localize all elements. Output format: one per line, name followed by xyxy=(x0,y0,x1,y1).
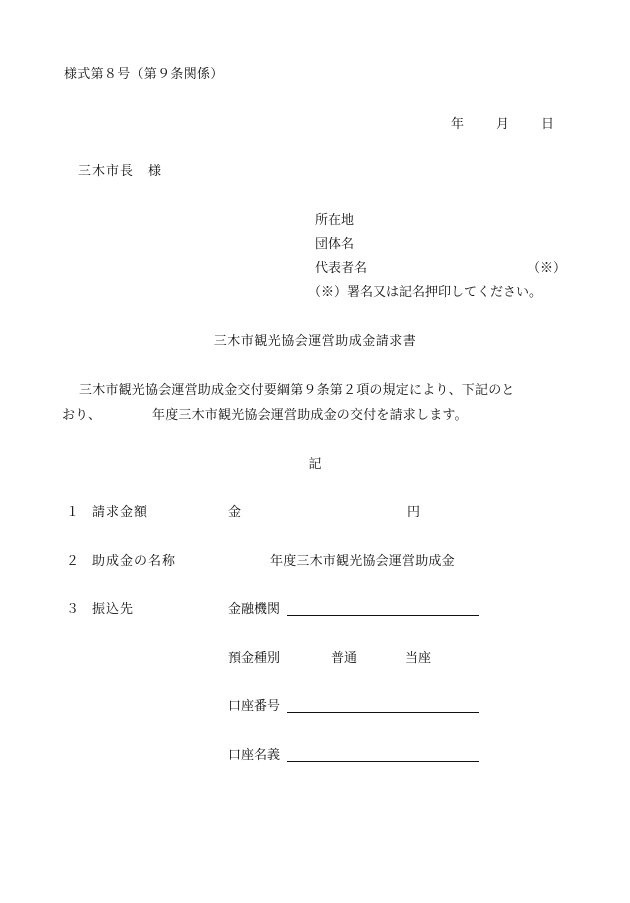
form-number: 様式第８号（第９条関係） xyxy=(64,67,224,82)
amount-suffix: 円 xyxy=(407,505,421,520)
body-text-line-2-start: おり、 xyxy=(62,408,102,423)
account-number-label: 口座番号 xyxy=(228,699,281,714)
date-day-label: 日 xyxy=(541,117,555,132)
account-name-label: 口座名義 xyxy=(228,748,281,763)
date-year-label: 年 xyxy=(451,117,465,132)
body-text-line-1: 三木市観光協会運営助成金交付要綱第９条第２項の規定により、下記のと xyxy=(79,383,515,398)
grant-name-value: 年度三木市観光協会運営助成金 xyxy=(270,554,455,569)
ki-heading: 記 xyxy=(308,457,322,472)
seal-note: （※）署名又は記名押印してください。 xyxy=(308,285,543,300)
addressee: 三木市長 様 xyxy=(78,164,163,179)
item-number-3: ３ xyxy=(66,602,80,617)
applicant-org-label: 団体名 xyxy=(315,237,355,252)
amount-prefix: 金 xyxy=(228,505,242,520)
item-label-transfer-destination: 振込先 xyxy=(92,602,135,617)
bank-institution-label: 金融機関 xyxy=(228,602,281,617)
item-label-amount: 請求金額 xyxy=(92,505,149,520)
deposit-type-ordinary: 普通 xyxy=(331,651,358,666)
account-name-underline xyxy=(287,761,479,762)
item-number-2: ２ xyxy=(66,554,80,569)
bank-institution-underline xyxy=(287,615,479,616)
account-number-underline xyxy=(287,712,479,713)
body-text-line-2-end: 年度三木市観光協会運営助成金の交付を請求します。 xyxy=(152,408,468,423)
item-label-grant-name: 助成金の名称 xyxy=(92,554,177,569)
applicant-rep-label: 代表者名 xyxy=(315,261,368,276)
applicant-address-label: 所在地 xyxy=(315,213,355,228)
date-month-label: 月 xyxy=(496,117,510,132)
document-title: 三木市観光協会運営助成金請求書 xyxy=(213,334,417,349)
item-number-1: １ xyxy=(66,505,80,520)
seal-mark: （※） xyxy=(527,261,567,276)
deposit-type-label: 預金種別 xyxy=(228,651,281,666)
deposit-type-current: 当座 xyxy=(405,651,432,666)
